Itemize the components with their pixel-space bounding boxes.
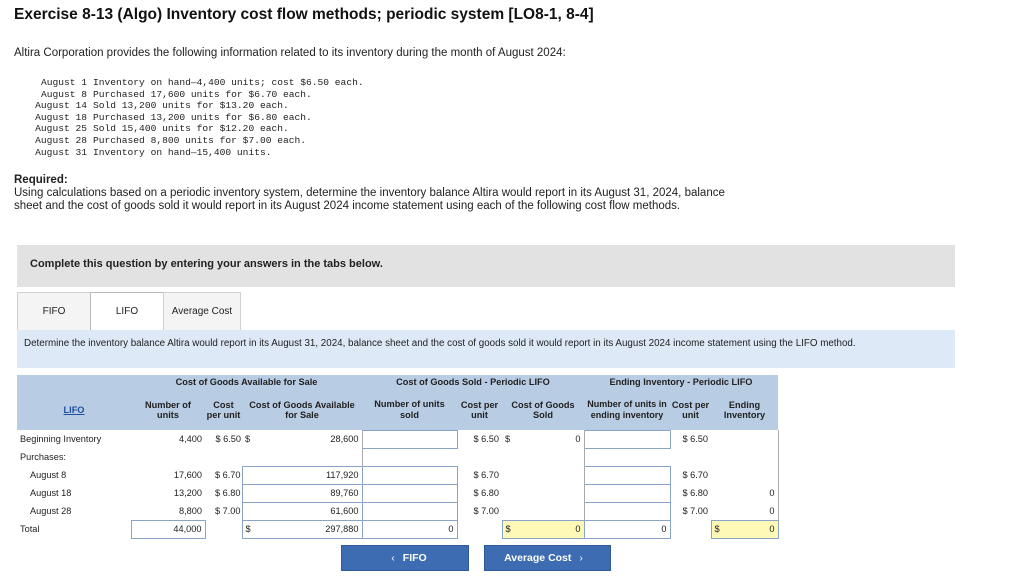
dollar-sign: $ <box>245 434 251 444</box>
intro-text: Altira Corporation provides the following information related to its inventory during the month of August 2024: <box>14 47 566 59</box>
ending-inventory-cell: 0 <box>711 484 778 502</box>
instruction-box <box>17 330 955 368</box>
cost-cell: $ 6.70 <box>214 470 241 480</box>
units-ending-input[interactable] <box>584 484 670 502</box>
row-label: Beginning Inventory <box>20 434 102 444</box>
cost-cell: $ 7.00 <box>214 506 241 516</box>
event-text: Inventory on hand—15,400 units. <box>93 146 272 158</box>
instruction-text: Determine the inventory balance Altira would report in its August 31, 2024, balance sheet and the cost of goods sold it would report in its August 2024 income statement using the LIFO method. <box>24 338 856 349</box>
table-row-total <box>17 520 778 538</box>
cogas-cell: 61,600 <box>242 502 362 520</box>
corner-header-top <box>17 375 131 390</box>
event-date: August 28 <box>35 134 87 146</box>
ending-inventory-cell <box>711 430 778 448</box>
cost-cell: $ 6.50 <box>215 434 241 444</box>
end-cost-cell: $ 6.50 <box>682 434 708 444</box>
prev-tab-label: FIFO <box>402 552 427 564</box>
lifo-link[interactable]: LIFO <box>63 404 85 415</box>
sold-cost-cell: $ 6.70 <box>473 470 499 480</box>
tab-fifo[interactable]: FIFO <box>17 292 91 330</box>
event-row <box>31 112 364 124</box>
dollar-sign: $ <box>505 434 511 444</box>
event-row <box>31 135 364 147</box>
event-date: August 31 <box>35 146 87 158</box>
col-cost-per-unit-ending: Cost per unit <box>670 390 711 430</box>
end-cost-cell: $ 7.00 <box>682 506 708 516</box>
chevron-right-icon: › <box>579 552 583 564</box>
complete-prompt: Complete this question by entering your answers in the tabs below. <box>30 258 383 270</box>
units-cell: 4,400 <box>179 434 202 444</box>
dollar-sign: $ <box>245 524 251 534</box>
units-ending-input[interactable] <box>584 466 670 484</box>
table-row <box>17 484 778 502</box>
event-row <box>31 147 364 159</box>
units-cell: 17,600 <box>173 470 202 480</box>
cogas-value: 28,600 <box>330 434 359 444</box>
inventory-events <box>31 77 364 158</box>
complete-prompt-box <box>17 245 955 287</box>
event-date: August 1 <box>40 77 87 88</box>
sold-cost-cell: $ 7.00 <box>473 506 499 516</box>
event-text: Purchased 13,200 units for $6.80 each. <box>93 111 312 123</box>
cogs-cell <box>502 430 584 448</box>
prev-tab-button[interactable] <box>341 545 469 571</box>
cogs-value: 0 <box>575 524 581 534</box>
units-ending-input[interactable] <box>584 430 670 448</box>
cogs-value: 0 <box>575 434 581 444</box>
end-cost-cell: $ 6.70 <box>682 470 708 480</box>
event-text: Purchased 17,600 units for $6.70 each. <box>93 88 312 100</box>
ending-inventory-cell: 0 <box>711 502 778 520</box>
units-sold-input[interactable] <box>362 430 457 448</box>
group-header-ending: Ending Inventory - Periodic LIFO <box>584 375 778 390</box>
cogs-cell <box>502 466 584 484</box>
col-units-ending: Number of units in ending inventory <box>584 390 670 430</box>
units-ending-total: 0 <box>584 520 670 538</box>
event-row <box>31 89 364 101</box>
end-cost-cell: $ 6.80 <box>682 488 708 498</box>
row-label: August 18 <box>30 488 72 498</box>
dollar-sign: $ <box>505 524 511 534</box>
table-row <box>17 430 778 448</box>
col-cogas: Cost of Goods Available for Sale <box>242 390 362 430</box>
event-date: August 14 <box>35 100 87 112</box>
cogas-cell: 117,920 <box>242 466 362 484</box>
ending-inventory-cell <box>711 466 778 484</box>
table-row <box>17 502 778 520</box>
units-sold-input[interactable] <box>362 466 457 484</box>
event-row <box>31 123 364 135</box>
required-text: Using calculations based on a periodic inventory system, determine the inventory balance Altira would report in its August 31, 2024, balance sheet and the cost of goods sold it would report in its August 2024 income statement using each of the following cost flow methods. <box>14 187 725 212</box>
event-text: Inventory on hand—4,400 units; cost $6.50 each. <box>93 77 364 88</box>
cogas-cell <box>242 430 362 448</box>
col-units-sold: Number of units sold <box>362 390 457 430</box>
lifo-table <box>17 375 779 539</box>
event-text: Sold 13,200 units for $13.20 each. <box>93 100 289 112</box>
units-cell: 8,800 <box>179 505 202 516</box>
units-cell: 13,200 <box>173 488 202 498</box>
group-header-available: Cost of Goods Available for Sale <box>131 375 362 390</box>
purchases-label: Purchases: <box>20 452 66 462</box>
cost-cell: $ 6.80 <box>214 488 241 498</box>
cogas-cell: 89,760 <box>242 484 362 502</box>
col-units: Number of units <box>131 390 205 430</box>
method-tabs <box>17 292 241 330</box>
table-row <box>17 448 778 466</box>
sold-cost-cell: $ 6.80 <box>473 488 499 498</box>
col-ending-inventory: Ending Inventory <box>711 390 778 430</box>
row-label: Total <box>20 524 40 534</box>
exercise-title: Exercise 8-13 (Algo) Inventory cost flow methods; periodic system [LO8-1, 8-4] <box>14 6 594 23</box>
event-date: August 18 <box>35 111 87 123</box>
cogas-total-cell <box>242 520 362 538</box>
units-ending-input[interactable] <box>584 502 670 520</box>
ending-inventory-value: 0 <box>769 524 775 534</box>
units-sold-input[interactable] <box>362 502 457 520</box>
cogs-cell <box>502 484 584 502</box>
tab-average-cost[interactable]: Average Cost <box>163 292 241 330</box>
event-row <box>31 100 364 112</box>
cogas-value: 297,880 <box>325 524 359 534</box>
col-cogs: Cost of Goods Sold <box>502 390 584 430</box>
units-cell: 44,000 <box>131 520 205 538</box>
col-cost-per-unit-sold: Cost per unit <box>457 390 502 430</box>
cogs-total-cell <box>502 520 584 538</box>
event-date: August 25 <box>35 123 87 135</box>
table-row <box>17 466 778 484</box>
units-sold-input[interactable] <box>362 484 457 502</box>
ending-inventory-total-cell <box>711 520 778 538</box>
next-tab-label: Average Cost <box>504 552 572 564</box>
dollar-sign: $ <box>714 524 720 534</box>
row-label: August 8 <box>30 470 67 480</box>
event-date: August 8 <box>40 88 87 100</box>
row-label: August 28 <box>30 506 72 516</box>
cogs-cell <box>502 502 584 520</box>
chevron-left-icon: ‹ <box>391 552 395 564</box>
tab-lifo[interactable]: LIFO <box>90 292 164 330</box>
event-row <box>31 77 364 89</box>
col-cost-per-unit-stack: Cost per unit <box>205 390 242 430</box>
required-heading: Required: <box>14 174 68 186</box>
sold-cost-cell: $ 6.50 <box>473 434 499 444</box>
units-sold-total: 0 <box>362 520 457 538</box>
group-header-sold: Cost of Goods Sold - Periodic LIFO <box>362 375 584 390</box>
next-tab-button[interactable] <box>484 545 611 571</box>
event-text: Purchased 8,800 units for $7.00 each. <box>93 134 307 146</box>
event-text: Sold 15,400 units for $12.20 each. <box>93 123 289 135</box>
corner-header <box>17 390 131 430</box>
